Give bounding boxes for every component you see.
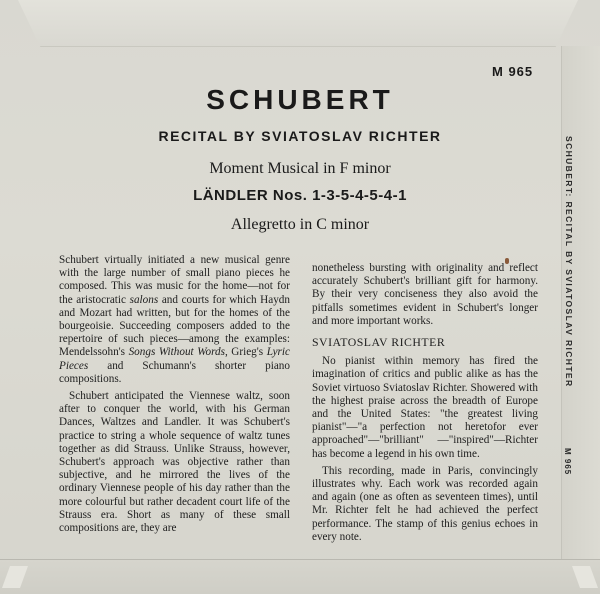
liner-paragraph-3: nonetheless bursting with originality and reflect accurately Schubert's brilliant gift for harmony. By their very conciseness they also avoid the pitfalls sometimes evident in Schubert's longer and more important works.	[312, 262, 538, 327]
album-subtitle: RECITAL BY SVIATOSLAV RICHTER	[158, 128, 442, 144]
spine-title: SCHUBERT: RECITAL BY SVIATOSLAV RICHTER	[564, 136, 574, 388]
liner-paragraph-4: No pianist within memory has fired the imagination of critics and public alike as has the Soviet virtuoso Sviatoslav Richter. Showered with the highest praise across the breadth of Europe and the United States: "the greatest living pianist"—"a perfection not heretofor ever approached"—"brilliant" —"inspired"—Richter has become a legend in his own time.	[312, 355, 538, 460]
liner-paragraph-1: Schubert virtually initiated a new musical genre with the large number of small piano pieces he composed. This was music for the home—not for the aristocratic salons and courts for which Haydn and Mozart had written, but for the homes of the bourgeoisie. Succeeding composers added to the repertoire of such pieces—among the examples: Mendelssohn's Songs Without Words, Grieg's Lyric Pieces and Schumann's shorter piano compositions.	[59, 254, 290, 385]
liner-paragraph-5: This recording, made in Paris, convincingly illustrates why. Each work was recorded again and again (one as often as seventeen times), until Mr. Richter felt he had achieved the perfect performance. The stamp of this genius echoes in every note.	[312, 464, 538, 543]
flap-notch-left	[2, 566, 28, 588]
bottom-flap	[0, 559, 600, 594]
catalog-number: M 965	[492, 64, 534, 79]
top-flap	[18, 0, 578, 47]
flap-notch-right	[572, 566, 598, 588]
composer-title: SCHUBERT	[206, 84, 394, 115]
liner-notes-left-column	[59, 254, 290, 539]
program-item-1: Moment Musical in F minor	[209, 160, 391, 177]
spine-catalog-number: M 965	[563, 448, 572, 476]
program-item-3: Allegretto in C minor	[230, 216, 370, 233]
section-heading: SVIATOSLAV RICHTER	[312, 335, 446, 350]
program-item-2: LÄNDLER Nos. 1-3-5-4-5-4-1	[193, 187, 407, 204]
liner-notes-right-column	[312, 262, 538, 548]
liner-paragraph-2: Schubert anticipated the Viennese waltz, soon after to conquer the world, with his German Dances, Waltzes and Landler. It was Schubert's practice to string a whole sequence of waltz tunes together as did Strauss. Unlike Strauss, however, Schubert's approach was objective rather than subjective, and he mirrored the lives of the ordinary Viennese people of his day rather than the more colourful but rather decadent court life of the Strauss era. Short as many of these small compositions are, they are	[59, 390, 290, 535]
